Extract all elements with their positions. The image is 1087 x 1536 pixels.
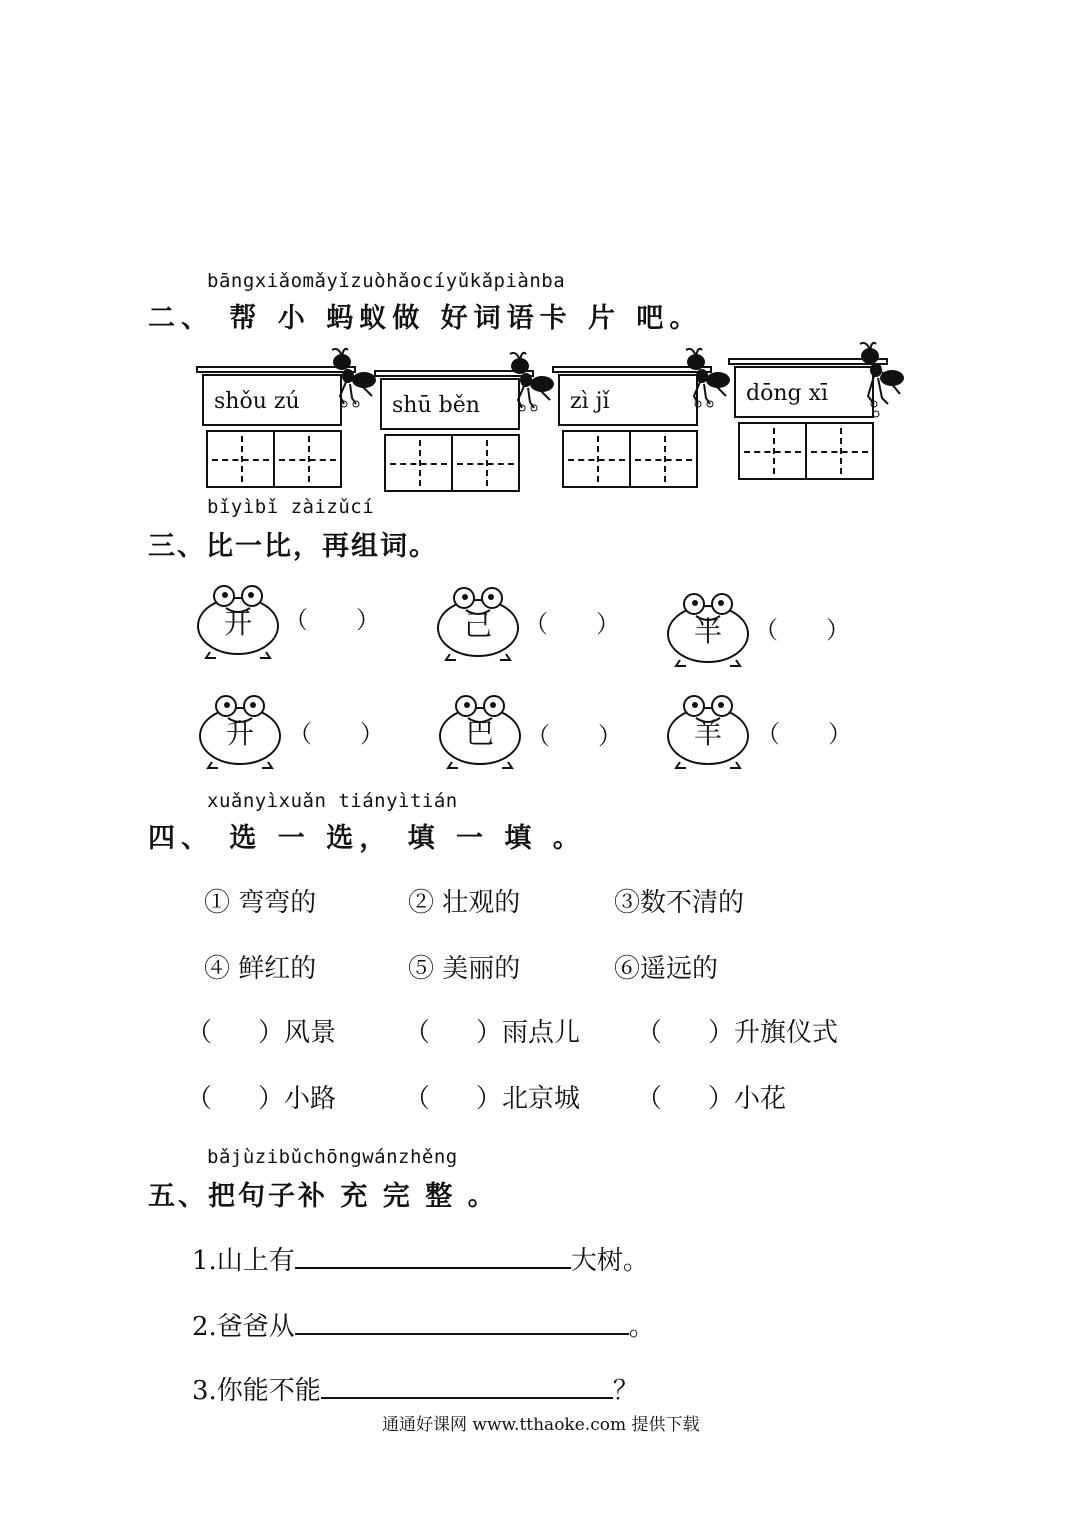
word-card-pinyin: shǒu zú bbox=[202, 374, 342, 426]
fill-item[interactable]: （ ）北京城 bbox=[404, 1084, 581, 1114]
frog-character-1 bbox=[196, 582, 280, 660]
fill-item[interactable]: （ ）风景 bbox=[186, 1018, 337, 1048]
section4-pinyin: xuǎnyìxuǎn tiányìtián bbox=[207, 790, 458, 812]
fill-item[interactable]: （ ）升旗仪式 bbox=[636, 1018, 839, 1048]
ant-icon bbox=[846, 340, 908, 420]
ant-icon bbox=[672, 346, 734, 412]
writing-grid[interactable] bbox=[206, 430, 342, 488]
answer-paren[interactable]: （ ） bbox=[288, 720, 384, 748]
writing-grid[interactable] bbox=[562, 430, 698, 488]
writing-grid[interactable] bbox=[738, 422, 874, 480]
answer-paren[interactable]: （ ） bbox=[526, 722, 622, 750]
word-card-pinyin: zì jǐ bbox=[558, 374, 698, 426]
frog-character-2 bbox=[436, 584, 520, 662]
fill-item[interactable]: （ ）小路 bbox=[186, 1084, 337, 1114]
section2-pinyin: bāngxiǎomǎyǐzuòhǎocíyǔkǎpiànba bbox=[207, 270, 566, 292]
option-5: ⑤ 美丽的 bbox=[408, 954, 521, 984]
section2-title: 二、 帮 小 蚂蚁做 好词语卡 片 吧。 bbox=[148, 303, 703, 334]
frog-character-5 bbox=[438, 692, 522, 770]
frog-character-6 bbox=[666, 692, 750, 770]
frog-char: 半 bbox=[693, 615, 722, 648]
frog-char: 巴 bbox=[465, 717, 494, 750]
sentence-1: 1.山上有 大树。 bbox=[192, 1240, 649, 1277]
fill-item[interactable]: （ ）雨点儿 bbox=[404, 1018, 581, 1048]
answer-paren[interactable]: （ ） bbox=[754, 616, 850, 644]
writing-grid[interactable] bbox=[384, 434, 520, 492]
section4-title: 四、 选 一 选， 填 一 填 。 bbox=[148, 823, 586, 854]
sentence-2: 2.爸爸从 。 bbox=[192, 1306, 655, 1343]
ant-icon bbox=[318, 346, 380, 412]
frog-char: 己 bbox=[463, 609, 492, 642]
word-card-pinyin: shū běn bbox=[380, 378, 520, 430]
ant-icon bbox=[496, 350, 558, 416]
section5-title: 五、把句子补 充 完 整 。 bbox=[148, 1181, 498, 1212]
answer-blank[interactable] bbox=[295, 1309, 629, 1335]
footer-credit: 通通好课网 www.tthaoke.com 提供下载 bbox=[382, 1415, 700, 1435]
answer-paren[interactable]: （ ） bbox=[524, 610, 620, 638]
section3-pinyin: bǐyìbǐ zàizǔcí bbox=[207, 496, 375, 518]
option-3: ③数不清的 bbox=[614, 888, 745, 918]
section3-title: 三、比一比，再组词。 bbox=[148, 531, 438, 562]
option-1: ① 弯弯的 bbox=[204, 888, 317, 918]
frog-char: 开 bbox=[223, 607, 252, 640]
answer-paren[interactable]: （ ） bbox=[284, 606, 380, 634]
frog-char: 升 bbox=[225, 717, 254, 750]
frog-char: 羊 bbox=[693, 717, 722, 750]
option-6: ⑥遥远的 bbox=[614, 954, 719, 984]
word-card-pinyin: dōng xī bbox=[734, 366, 874, 418]
option-2: ② 壮观的 bbox=[408, 888, 521, 918]
section5-pinyin: bǎjùzibǔchōngwánzhěng bbox=[207, 1146, 458, 1168]
fill-item[interactable]: （ ）小花 bbox=[636, 1084, 787, 1114]
answer-blank[interactable] bbox=[321, 1373, 613, 1399]
sentence-3: 3.你能不能 ？ bbox=[192, 1370, 639, 1407]
answer-paren[interactable]: （ ） bbox=[756, 720, 852, 748]
option-4: ④ 鲜红的 bbox=[204, 954, 317, 984]
frog-character-3 bbox=[666, 590, 750, 668]
frog-character-4 bbox=[198, 692, 282, 770]
answer-blank[interactable] bbox=[295, 1243, 571, 1269]
